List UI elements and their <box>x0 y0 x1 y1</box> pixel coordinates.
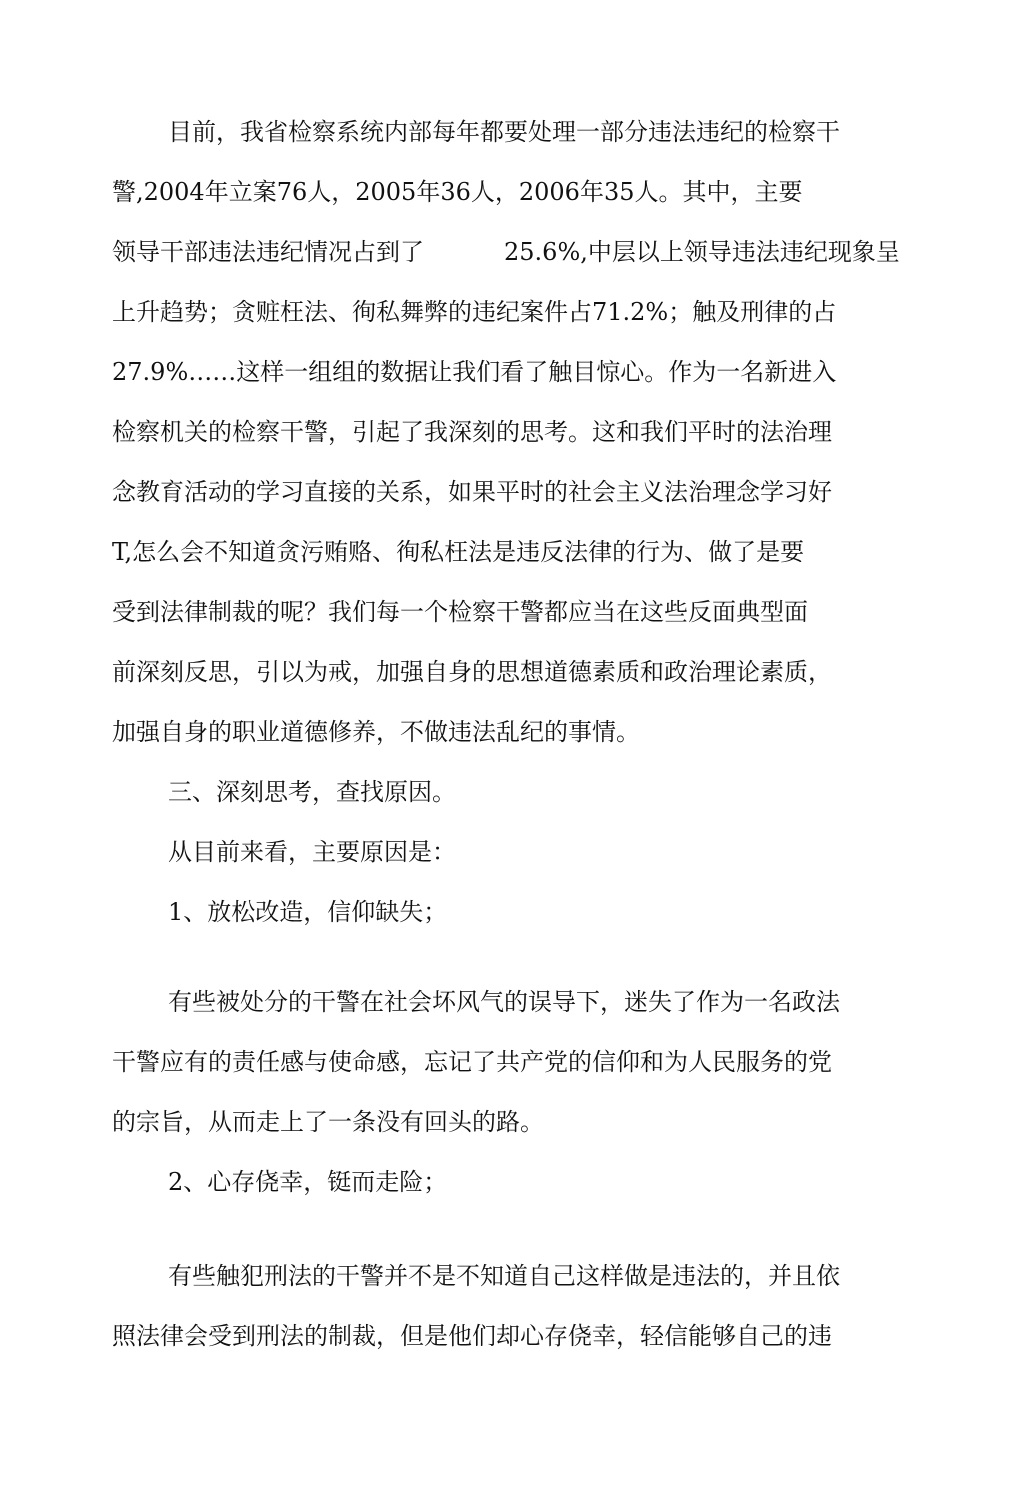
paragraph-1-line-10: 前深刻反思，引以为戒，加强自身的思想道德素质和政治理论素质， <box>112 658 832 686</box>
paragraph-3-line-1: 有些触犯刑法的干警并不是不知道自己这样做是违法的，并且依 <box>168 1262 840 1290</box>
paragraph-1-line-3-part-b: 25.6%,中层以上领导违法违纪现象呈 <box>504 238 900 266</box>
paragraph-1-line-8: T,怎么会不知道贪污贿赂、徇私枉法是违反法律的行为、做了是要 <box>112 538 805 566</box>
paragraph-1-line-3-part-a: 领导干部违法违纪情况占到了 <box>112 238 424 266</box>
paragraph-1-line-6: 检察机关的检察干警，引起了我深刻的思考。这和我们平时的法治理 <box>112 418 832 446</box>
paragraph-1-line-1: 目前，我省检察系统内部每年都要处理一部分违法违纪的检察干 <box>168 118 840 146</box>
paragraph-2-line-3: 的宗旨，从而走上了一条没有回头的路。 <box>112 1108 544 1136</box>
section-heading-3: 三、深刻思考，查找原因。 <box>168 778 456 806</box>
paragraph-1-line-3 <box>112 236 900 268</box>
paragraph-2-line-2: 干警应有的责任感与使命感，忘记了共产党的信仰和为人民服务的党 <box>112 1048 832 1076</box>
paragraph-3-line-2: 照法律会受到刑法的制裁，但是他们却心存侥幸，轻信能够自己的违 <box>112 1322 832 1350</box>
list-item-2: 2、心存侥幸，铤而走险； <box>168 1168 448 1196</box>
paragraph-1-line-11: 加强自身的职业道德修养，不做违法乱纪的事情。 <box>112 718 640 746</box>
list-item-1: 1、放松改造，信仰缺失； <box>168 898 448 926</box>
paragraph-2-line-1: 有些被处分的干警在社会坏风气的误导下，迷失了作为一名政法 <box>168 988 840 1016</box>
paragraph-1-line-7: 念教育活动的学习直接的关系，如果平时的社会主义法治理念学习好 <box>112 478 832 506</box>
paragraph-1-line-4: 上升趋势；贪赃枉法、徇私舞弊的违纪案件占71.2%；触及刑律的占 <box>112 298 837 326</box>
intro-line: 从目前来看，主要原因是： <box>168 838 456 866</box>
paragraph-1-line-9: 受到法律制裁的呢？我们每一个检察干警都应当在这些反面典型面 <box>112 598 808 626</box>
paragraph-1-line-2: 警,2004年立案76人，2005年36人，2006年35人。其中，主要 <box>112 178 803 206</box>
paragraph-1-line-5: 27.9%……这样一组组的数据让我们看了触目惊心。作为一名新进入 <box>112 358 837 386</box>
